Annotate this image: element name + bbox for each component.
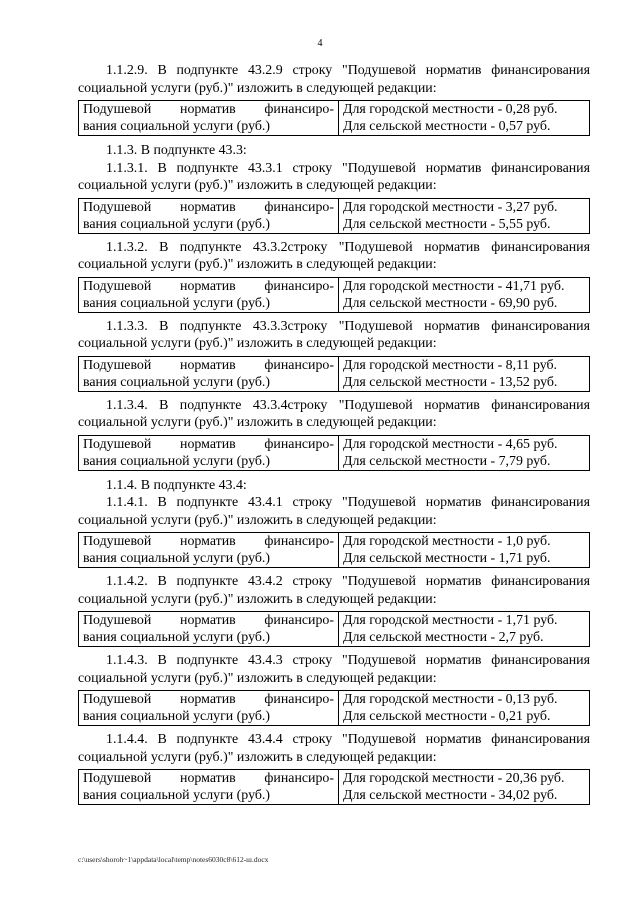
rural-rate: Для сельской местности - 34,02 руб. [343, 788, 558, 803]
amendment-intro: 1.1.4.2. В подпункте 43.4.2 строку "Подушевой норматив финансирования социальной услуги (руб.)" изложить в следующей редакции: [78, 574, 590, 607]
amendment-intro: 1.1.4.1. В подпункте 43.4.1 строку "Подушевой норматив финансирования социальной услуги (руб.)" изложить в следующей редакции: [78, 495, 590, 528]
rural-rate: Для сельской местности - 7,79 руб. [343, 453, 551, 469]
amendment-intro: 1.1.3.2. В подпункте 43.3.2строку "Подушевой норматив финансирования социальной услуги (руб.)" изложить в следующей редакции: [78, 239, 590, 272]
norm-label-cell [79, 356, 339, 391]
norm-label-line-2: вания социальной услуги (руб.) [83, 630, 270, 645]
urban-rate: Для городской местности - 4,65 руб. [343, 436, 558, 452]
amendment-intro: 1.1.4.3. В подпункте 43.4.3 строку "Подушевой норматив финансирования социальной услуги (руб.)" изложить в следующей редакции: [78, 653, 590, 686]
amendment-section [78, 62, 590, 136]
amendment-intro: 1.1.4.4. В подпункте 43.4.4 строку "Подушевой норматив финансирования социальной услуги (руб.)" изложить в следующей редакции: [78, 732, 590, 765]
norm-label-cell [79, 277, 339, 312]
rural-rate: Для сельской местности - 2,7 руб. [343, 630, 544, 645]
norm-values-cell [339, 198, 590, 233]
norm-label-line-2: вания социальной услуги (руб.) [83, 788, 270, 803]
norm-label-line-1: Подушевой норматив финансиро- [83, 771, 334, 786]
norm-label-cell [79, 770, 339, 805]
amendment-intro: 1.1.3.1. В подпункте 43.3.1 строку "Подушевой норматив финансирования социальной услуги (руб.)" изложить в следующей редакции: [78, 160, 590, 193]
norm-table [78, 690, 590, 726]
norm-label-line-2: вания социальной услуги (руб.) [83, 295, 270, 311]
norm-label-line-2: вания социальной услуги (руб.) [83, 374, 270, 390]
norm-values-cell [339, 533, 590, 568]
norm-label-line-2: вания социальной услуги (руб.) [83, 709, 270, 724]
norm-label-line-1: Подушевой норматив финансиро- [83, 436, 334, 452]
norm-table [78, 769, 590, 805]
norm-values-cell [339, 691, 590, 726]
norm-table [78, 611, 590, 647]
amendment-section [78, 731, 590, 805]
urban-rate: Для городской местности - 0,28 руб. [343, 102, 558, 117]
rural-rate: Для сельской местности - 0,21 руб. [343, 709, 551, 724]
document-body [78, 62, 590, 810]
urban-rate: Для городской местности - 1,0 руб. [343, 534, 551, 549]
amendment-section [78, 318, 590, 392]
norm-label-line-1: Подушевой норматив финансиро- [83, 199, 334, 215]
norm-label-cell [79, 101, 339, 136]
amendment-section [78, 573, 590, 647]
norm-table [78, 277, 590, 313]
file-path-footer: c:\users\shoroh~1\appdata\local\temp\notes6030c8\612-ш.docx [78, 855, 269, 864]
norm-label-line-1: Подушевой норматив финансиро- [83, 278, 334, 294]
amendment-section [78, 397, 590, 471]
norm-label-line-1: Подушевой норматив финансиро- [83, 357, 334, 373]
norm-label-cell [79, 198, 339, 233]
norm-table [78, 356, 590, 392]
rural-rate: Для сельской местности - 5,55 руб. [343, 216, 551, 232]
urban-rate: Для городской местности - 41,71 руб. [343, 278, 565, 294]
amendment-section [78, 477, 590, 569]
rural-rate: Для сельской местности - 13,52 руб. [343, 374, 558, 390]
norm-table [78, 198, 590, 234]
norm-table [78, 532, 590, 568]
norm-label-line-2: вания социальной услуги (руб.) [83, 216, 270, 232]
urban-rate: Для городской местности - 0,13 руб. [343, 692, 558, 707]
urban-rate: Для городской местности - 20,36 руб. [343, 771, 565, 786]
subsection-heading: 1.1.4. В подпункте 43.4: [106, 477, 247, 493]
amendment-intro: 1.1.3.3. В подпункте 43.3.3строку "Подушевой норматив финансирования социальной услуги (руб.)" изложить в следующей редакции: [78, 318, 590, 351]
norm-values-cell [339, 612, 590, 647]
amendment-section [78, 239, 590, 313]
norm-label-line-1: Подушевой норматив финансиро- [83, 534, 334, 549]
rural-rate: Для сельской местности - 0,57 руб. [343, 119, 551, 134]
norm-label-cell [79, 533, 339, 568]
norm-values-cell [339, 770, 590, 805]
norm-values-cell [339, 277, 590, 312]
norm-label-cell [79, 691, 339, 726]
norm-label-cell [79, 435, 339, 470]
norm-label-cell [79, 612, 339, 647]
amendment-section [78, 142, 590, 234]
subsection-heading: 1.1.3. В подпункте 43.3: [106, 143, 247, 158]
norm-table [78, 435, 590, 471]
norm-label-line-2: вания социальной услуги (руб.) [83, 453, 270, 469]
norm-values-cell [339, 435, 590, 470]
norm-values-cell [339, 101, 590, 136]
norm-label-line-2: вания социальной услуги (руб.) [83, 551, 270, 566]
urban-rate: Для городской местности - 1,71 руб. [343, 613, 558, 628]
amendment-intro: 1.1.2.9. В подпункте 43.2.9 строку "Подушевой норматив финансирования социальной услуги (руб.)" изложить в следующей редакции: [78, 63, 590, 96]
urban-rate: Для городской местности - 3,27 руб. [343, 199, 558, 215]
norm-label-line-1: Подушевой норматив финансиро- [83, 692, 334, 707]
norm-values-cell [339, 356, 590, 391]
urban-rate: Для городской местности - 8,11 руб. [343, 357, 558, 373]
rural-rate: Для сельской местности - 1,71 руб. [343, 551, 551, 566]
norm-label-line-1: Подушевой норматив финансиро- [83, 102, 334, 117]
norm-table [78, 100, 590, 136]
page-number: 4 [317, 38, 323, 49]
norm-label-line-1: Подушевой норматив финансиро- [83, 613, 334, 628]
amendment-intro: 1.1.3.4. В подпункте 43.3.4строку "Подушевой норматив финансирования социальной услуги (руб.)" изложить в следующей редакции: [78, 397, 590, 430]
rural-rate: Для сельской местности - 69,90 руб. [343, 295, 558, 311]
amendment-section [78, 652, 590, 726]
norm-label-line-2: вания социальной услуги (руб.) [83, 119, 270, 134]
